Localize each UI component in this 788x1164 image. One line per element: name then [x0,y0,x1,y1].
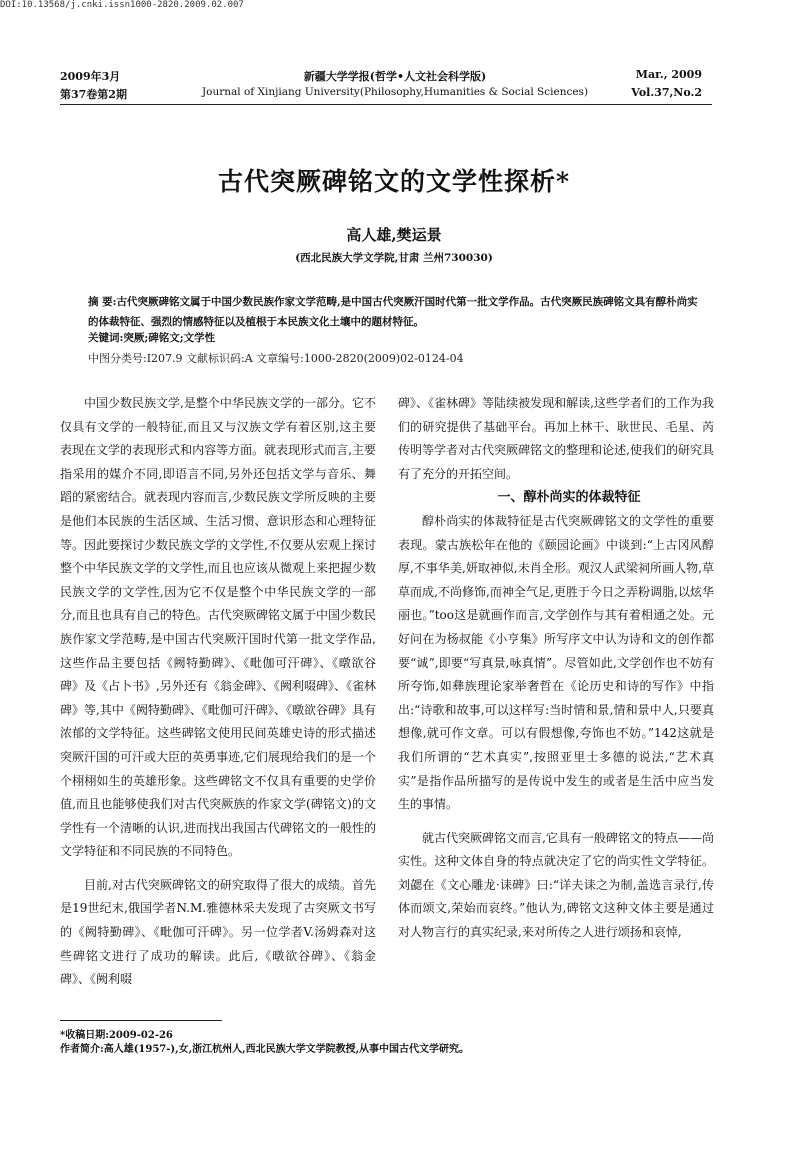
doi-line: DOI:10.13568/j.cnki.issn1000-2820.2009.02.007 [0,0,244,10]
body-paragraph: 中国少数民族文学,是整个中华民族文学的一部分。它不仅具有文学的一般特征,而且又与汉族文学有着区别,这主要表现在文学的表现形式和内容等方面。就表现形式而言,主要指采用的媒介不同,即语言不同,另外还包括文学与音乐、舞蹈的紧密结合。就表现内容而言,少数民族文学所反映的主要是他们本民族的生活区域、生活习惯、意识形态和心理特征等。因此要探讨少数民族文学的文学性,不仅要从宏观上探讨整个中华民族文学的文学性,而且也应该从微观上来把握少数民族文学的文学性,因为它不仅是整个中华民族文学的一部分,而且也具有自己的特色。古代突厥碑铭文属于中国少数民族作家文学范畴,是中国古代突厥汗国时代第一批文学作品,这些作品主要包括《阙特勤碑》、《毗伽可汗碑》、《暾欲谷碑》及《占卜书》,另外还有《翁金碑》、《阙利啜碑》、《雀林碑》等,其中《阙特勤碑》、《毗伽可汗碑》、《暾欲谷碑》具有浓郁的文学特征。这些碑铭文使用民间英雄史诗的形式描述突厥汗国的可汗或大臣的英勇事迹,它们展现给我们的是一个个栩栩如生的英雄形象。这些碑铭文不仅具有重要的史学价值,而且也能够使我们对古代突厥族的作家文学(碑铭文)的文学性有一个清晰的认识,进而找出我国古代碑铭文的一般性的文学特征和不同民族的不同特色。 [60,396,376,859]
body-paragraph: 醇朴尚实的体裁特征是古代突厥碑铭文的文学性的重要表现。蒙古族松年在他的《颐园论画》中谈到:“上古冈风醇厚,不事华美,妍取神似,未肖全形。观汉人武梁祠所画人物,草草而成,不尚修饰,而神全气足,更胜于今日之弄粉调脂,以炫华丽也。”too这是就画作而言,文学创作与其有着相通之处。元好问在为杨叔能《小亨集》所写序文中认为诗和文的创作都要“诚”,即要“写真景,咏真情”。尽管如此,文学创作也不妨有所夸饰,如彝族理论家举奢哲在《论历史和诗的写作》中指出:“诗歌和故事,可以这样写:当时情和景,情和景中人,只要真想像,就可作文章。可以有假想像,夸饰也不妨。”142这就是我们所谓的“艺术真实”,按照亚里士多德的说法,“艺术真实”是指作品所描写的是传说中发生的或者是生活中应当发生的事情。 [398,513,714,812]
body-paragraph: 就古代突厥碑铭文而言,它具有一般碑铭文的特点——尚实性。这种文体自身的特点就决定了它的尚实性文学特征。刘勰在《文心雕龙·诔碑》曰:“详夫诔之为制,盖选言录行,传体而颂文,荣始而哀终。”他认为,碑铭文这种文体主要是通过对人物言行的真实纪录,来对所传之人进行颂扬和哀悼, [398,830,714,940]
header-rule [60,104,712,105]
paper-title: 古代突厥碑铭文的文学性探析* [217,167,571,196]
body-paragraph: 目前,对古代突厥碑铭文的研究取得了很大的成绩。首先是19世纪末,俄国学者N.M.雅德林采夫发现了古突厥文书写的《阙特勤碑》、《毗伽可汗碑》。另一位学者V.汤姆森对这些碑铭文进行了成功的解读。此后,《暾欲谷碑》、《翁金碑》、《阙利啜 [60,877,376,987]
header-journal-cn: 新疆大学学报(哲学•人文社会科学版) [303,70,487,83]
body-column-right [398,392,714,945]
keywords: 关键词:突厥;碑铭文;文学性 [88,332,216,344]
header-journal-en: Journal of Xinjiang University(Philosophy,Humanities & Social Sciences) [201,86,589,98]
footnote-received: *收稿日期:2009-02-26 [60,1030,173,1041]
header-volume-en: Vol.37,No.2 [631,86,702,99]
header-date-en: Mar., 2009 [635,68,702,81]
footnote-rule [60,1020,222,1021]
classification-line: 中图分类号:I207.9 文献标识码:A 文章编号:1000-2820(2009)02-0124-04 [88,352,464,365]
paper-authors: 高人雄,樊运景 [346,226,442,244]
abstract: 摘 要:古代突厥碑铭文属于中国少数民族作家文学范畴,是中国古代突厥汗国时代第一批文学作品。古代突厥民族碑铭文具有醇朴尚实的体裁特征、强烈的情感特征以及植根于本民族文化土壤中的题材特征。 [88,296,698,328]
section-heading: 一、醇朴尚实的体裁特征 [497,490,641,506]
body-paragraph: 碑》、《雀林碑》等陆续被发现和解读,这些学者们的工作为我们的研究提供了基础平台。再加上林干、耿世民、毛星、芮传明等学者对古代突厥碑铭文的整理和论述,使我们的研究具有了充分的开拓空间。 [398,396,714,481]
header-date-cn: 2009年3月 [60,70,121,83]
body-column-left [60,392,376,992]
header-volume-cn: 第37卷第2期 [60,88,127,101]
footnote-author: 作者简介:高人雄(1957-),女,浙江杭州人,西北民族大学文学院教授,从事中国古代文学研究。 [60,1044,470,1055]
paper-affiliation: (西北民族大学文学院,甘肃 兰州730030) [295,252,493,264]
